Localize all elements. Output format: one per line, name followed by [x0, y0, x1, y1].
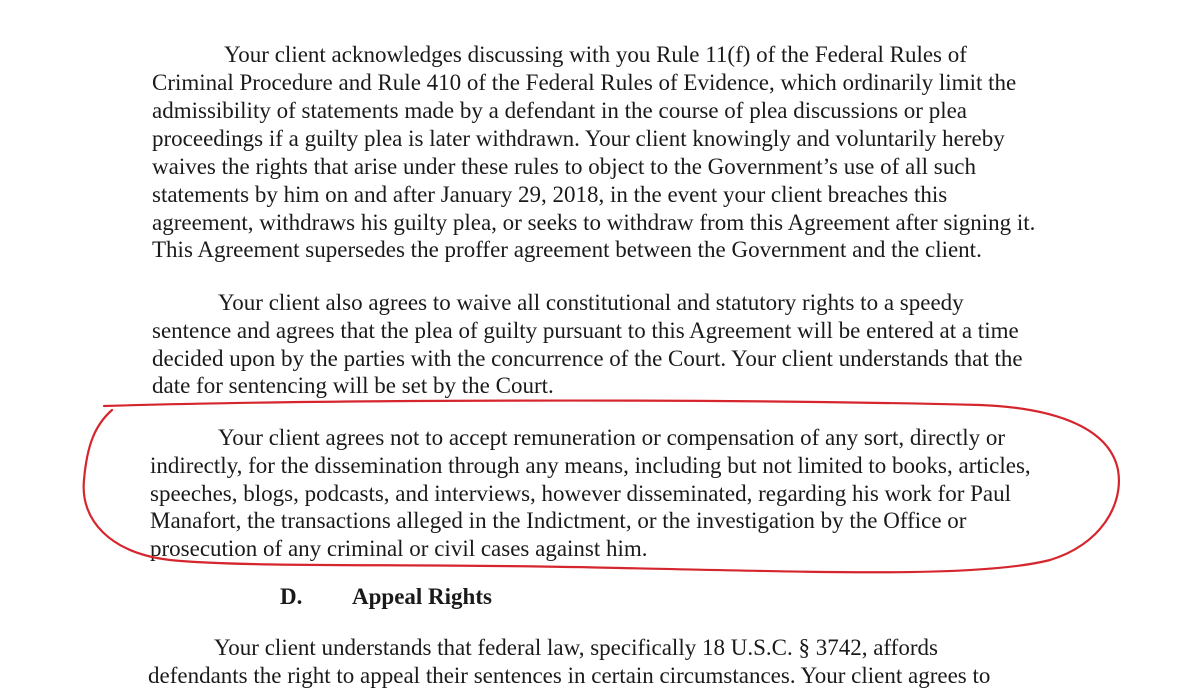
paragraph-2-line-4: date for sentencing will be set by the Court. — [152, 373, 554, 398]
section-letter: D. — [280, 584, 303, 609]
paragraph-3-line-5: prosecution of any criminal or civil cases against him. — [150, 536, 648, 561]
paragraph-4-line-2: defendants the right to appeal their sentences in certain circumstances. Your client agrees to — [148, 663, 991, 688]
paragraph-3-line-2: indirectly, for the dissemination through any means, including but not limited to books, articles, — [150, 453, 1031, 478]
paragraph-1-line-2: Criminal Procedure and Rule 410 of the Federal Rules of Evidence, which ordinarily limit the — [152, 70, 1017, 95]
section-title: Appeal Rights — [352, 584, 492, 609]
paragraph-2-line-2: sentence and agrees that the plea of guilty pursuant to this Agreement will be entered at a time — [152, 318, 1019, 343]
paragraph-1-line-7: agreement, withdraws his guilty plea, or seeks to withdraw from this Agreement after signing it. — [152, 210, 1036, 235]
paragraph-1-line-3: admissibility of statements made by a defendant in the course of plea discussions or plea — [152, 98, 968, 123]
paragraph-3-line-1: Your client agrees not to accept remuneration or compensation of any sort, directly or — [218, 425, 1006, 450]
paragraph-4-line-1: Your client understands that federal law, specifically 18 U.S.C. § 3742, affords — [214, 635, 938, 660]
paragraph-1-line-1: Your client acknowledges discussing with you Rule 11(f) of the Federal Rules of — [224, 42, 967, 67]
paragraph-2-line-1: Your client also agrees to waive all constitutional and statutory rights to a speedy — [218, 290, 964, 315]
paragraph-3-line-4: Manafort, the transactions alleged in the Indictment, or the investigation by the Office or — [150, 508, 967, 533]
paragraph-1-line-5: waives the rights that arise under these rules to object to the Government’s use of all such — [152, 154, 976, 179]
paragraph-1-line-8: This Agreement supersedes the proffer agreement between the Government and the client. — [152, 237, 982, 262]
paragraph-1-line-4: proceedings if a guilty plea is later withdrawn. Your client knowingly and voluntarily hereby — [152, 126, 1005, 151]
paragraph-2-line-3: decided upon by the parties with the concurrence of the Court. Your client understands that the — [152, 346, 1023, 371]
paragraph-3-line-3: speeches, blogs, podcasts, and interviews, however disseminated, regarding his work for Paul — [150, 481, 1012, 506]
paragraph-1-line-6: statements by him on and after January 29, 2018, in the event your client breaches this — [152, 182, 948, 207]
